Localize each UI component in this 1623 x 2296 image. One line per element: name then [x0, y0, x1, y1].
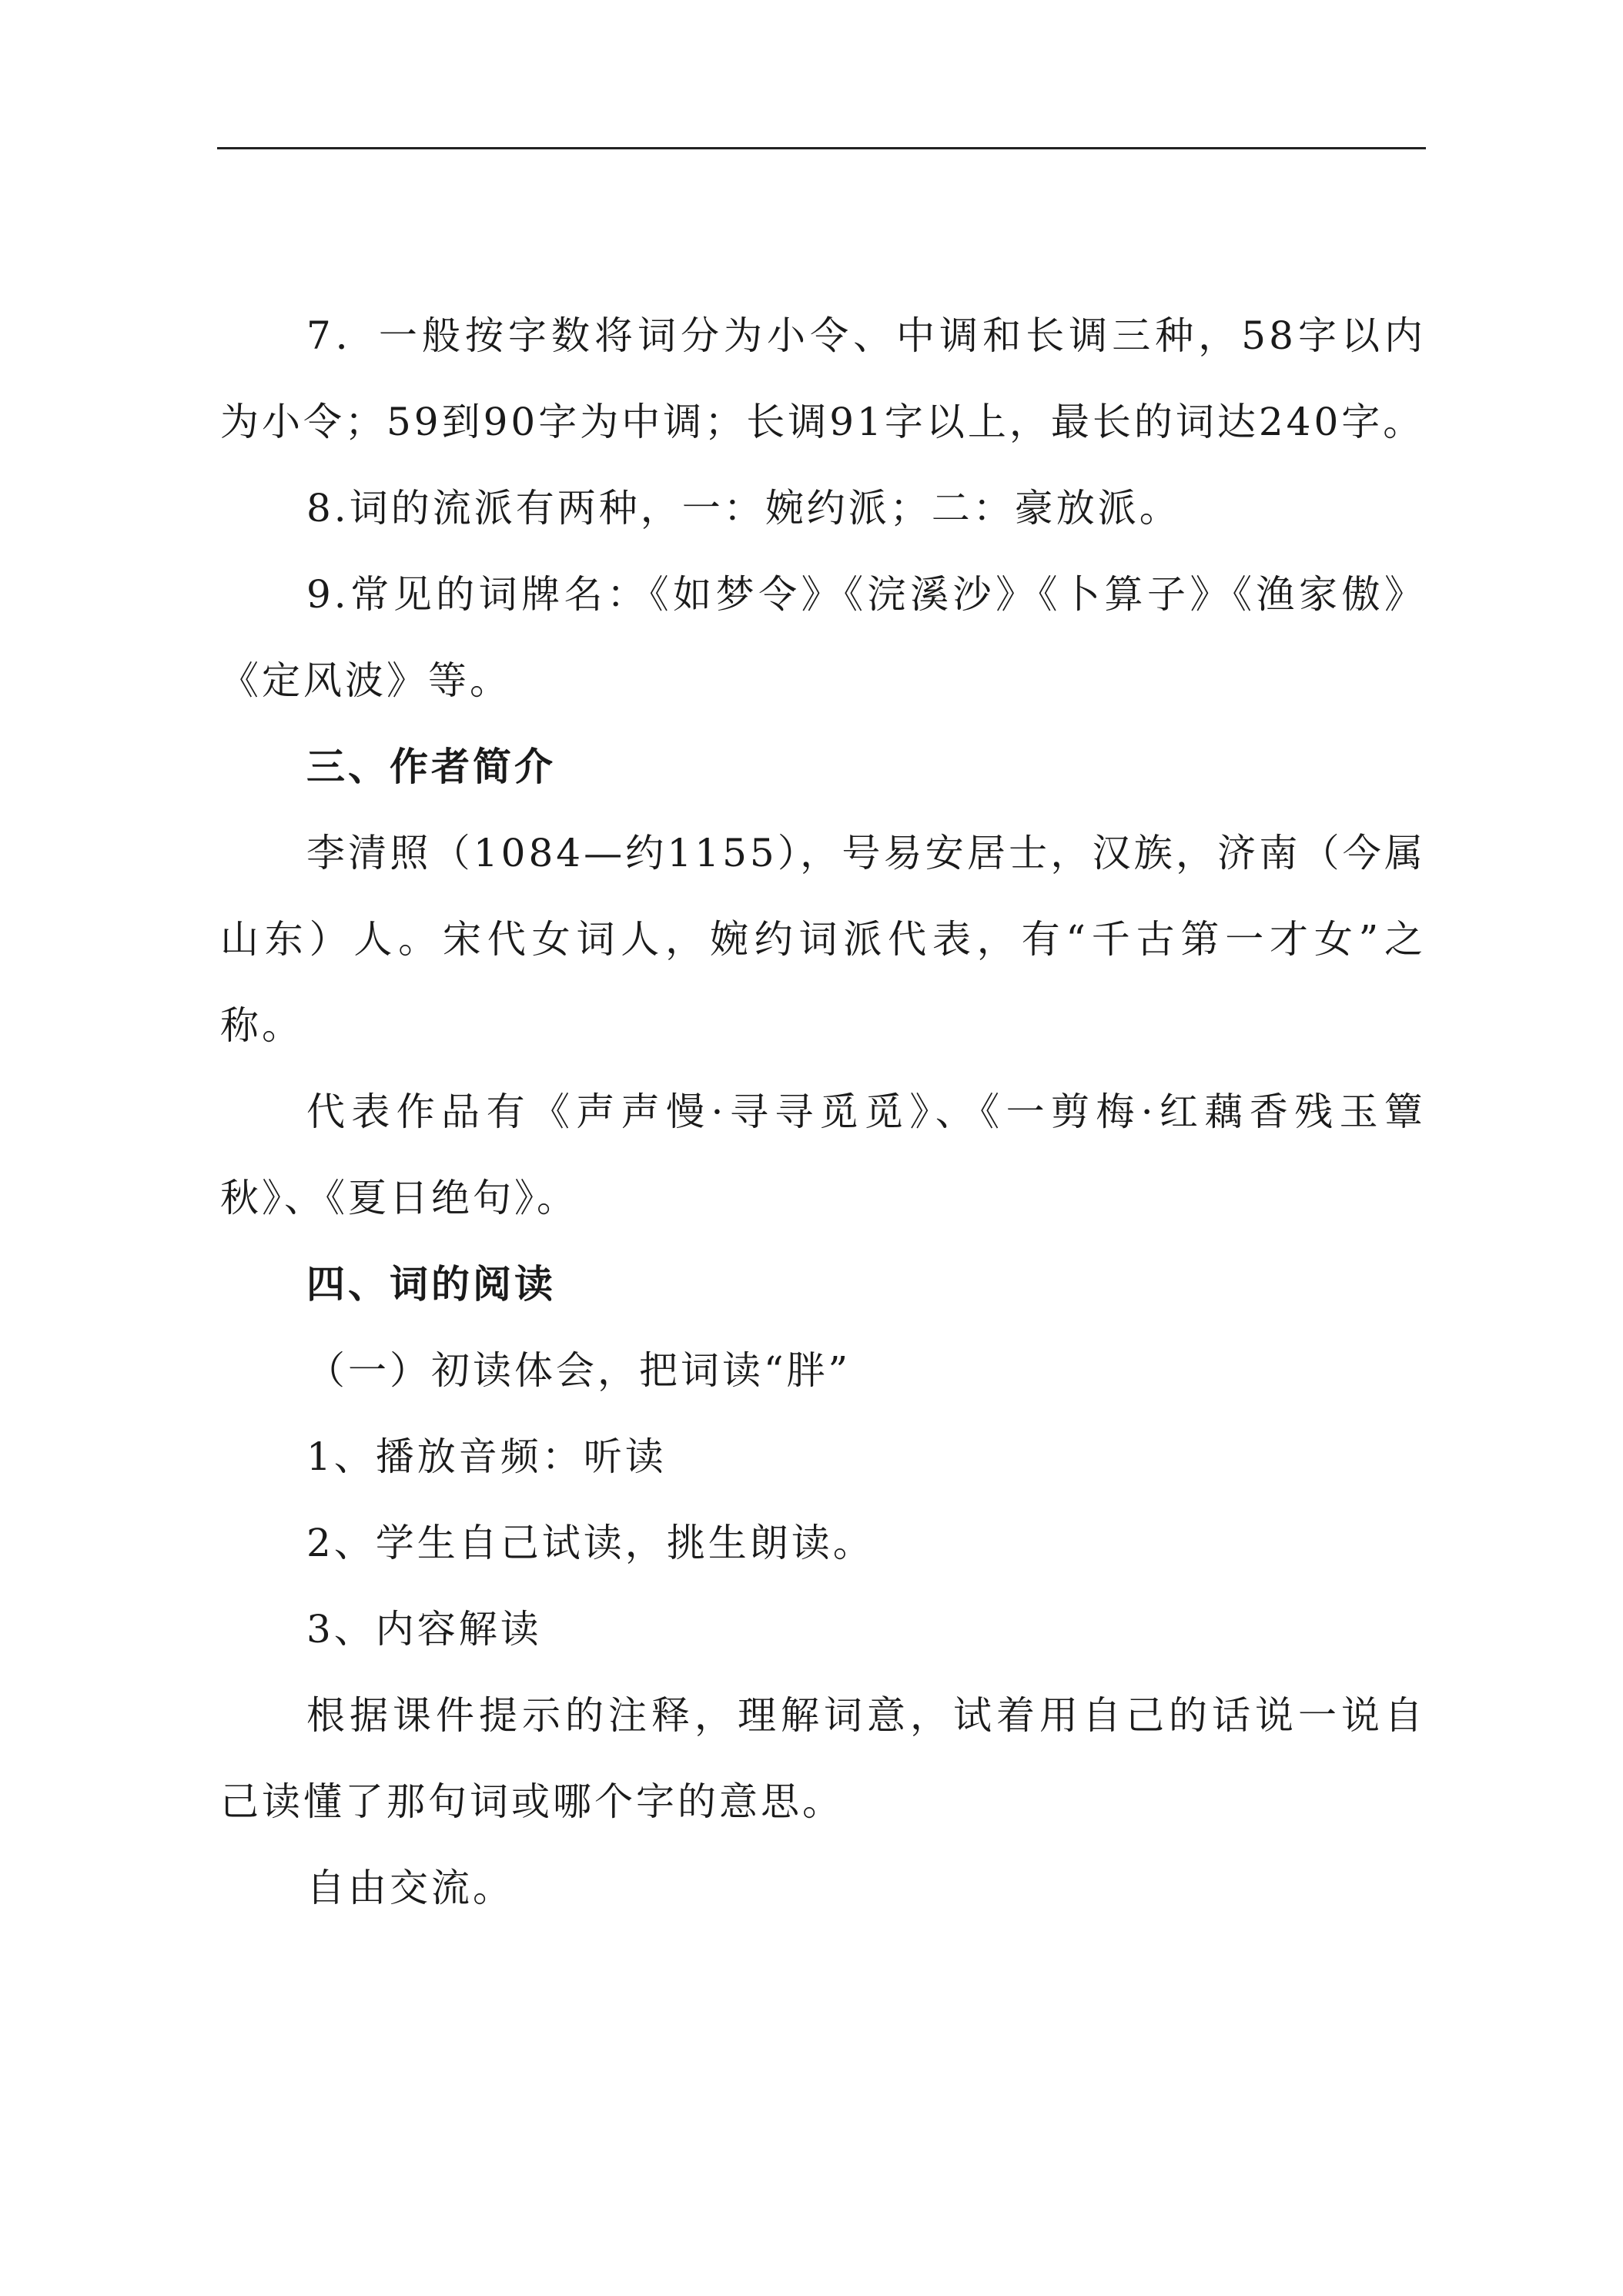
header-rule [217, 147, 1426, 149]
list-item-play-audio: 1、播放音频：听读 [306, 1434, 667, 1479]
subsection-heading-first-reading: （一）初读体会，把词读“胖” [306, 1348, 852, 1393]
paragraph-representative-works: 代表作品有《声声慢·寻寻觅觅》、《一剪梅·红藕香残玉簟秋》、《夏日绝句》。 [220, 1089, 1426, 1220]
section-heading-author: 三、作者简介 [306, 745, 556, 789]
paragraph-ci-schools: 8.词的流派有两种，一：婉约派；二：豪放派。 [306, 486, 1181, 530]
paragraph-author-bio: 李清照（1084—约1155），号易安居士，汉族，济南（今属山东）人。宋代女词人，婉约词派代表，有“千古第一才女”之称。 [220, 831, 1426, 1048]
paragraph-free-discussion: 自由交流。 [306, 1866, 514, 1910]
list-item-content-interpretation: 3、内容解读 [306, 1607, 542, 1652]
document-body [220, 293, 1426, 1931]
paragraph-annotation-instructions: 根据课件提示的注释，理解词意，试着用自己的话说一说自己读懂了那句词或哪个字的意思。 [220, 1693, 1426, 1824]
paragraph-ci-length-types: 7．一般按字数将词分为小令、中调和长调三种，58字以内为小令；59到90字为中调；长调91字以上，最长的词达240字。 [220, 313, 1426, 444]
list-item-student-reading: 2、学生自己试读，挑生朗读。 [306, 1521, 875, 1565]
paragraph-common-cipai: 9.常见的词牌名：《如梦令》《浣溪沙》《卜算子》《渔家傲》《定风波》等。 [220, 572, 1426, 703]
section-heading-reading: 四、词的阅读 [306, 1262, 556, 1307]
